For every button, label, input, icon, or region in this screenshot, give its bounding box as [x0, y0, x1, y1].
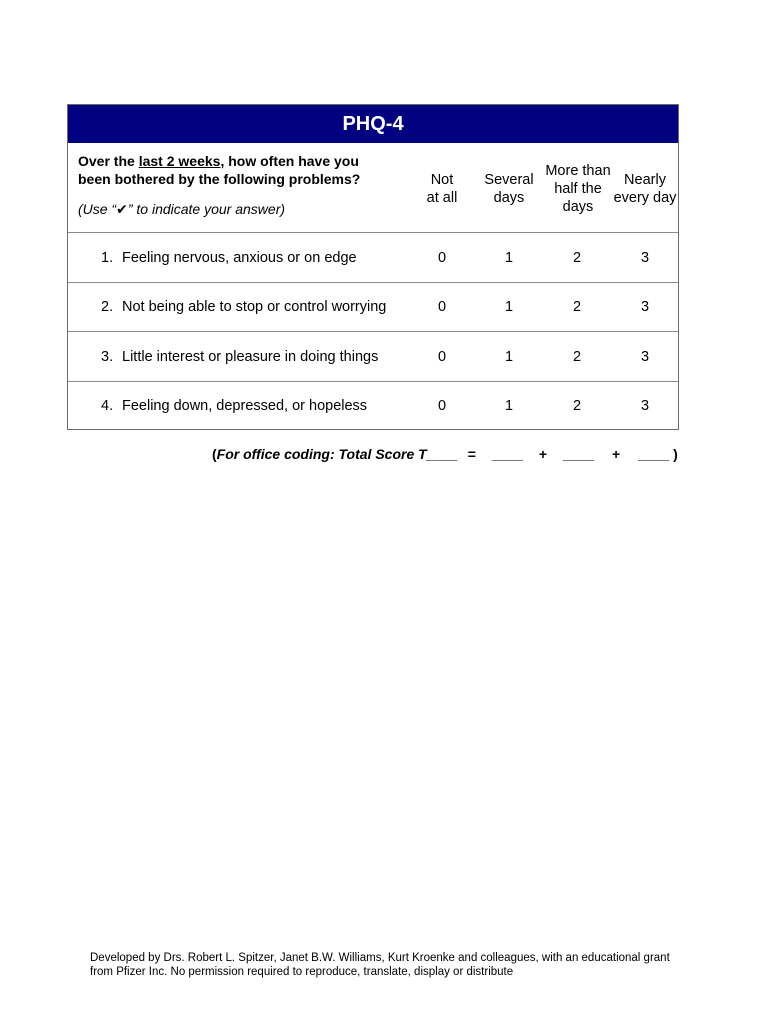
score-several-days[interactable]: 1 [504, 298, 514, 315]
score-nearly-every-day[interactable]: 3 [640, 249, 650, 266]
coding-plus: + [611, 446, 621, 462]
score-not-at-all[interactable]: 0 [437, 348, 447, 365]
instruction-text: (Use “✔” to indicate your answer) [78, 201, 286, 217]
coding-close-paren: ) [673, 446, 678, 462]
score-not-at-all[interactable]: 0 [437, 249, 447, 266]
coding-blank[interactable]: ____ [491, 446, 523, 462]
question-prompt [78, 152, 360, 188]
coding-label: For office coding: Total Score T____ [216, 446, 458, 462]
score-more-than-half[interactable]: 2 [572, 249, 582, 266]
footer-line: from Pfizer Inc. No permission required to reproduce, translate, display or distribute [90, 966, 514, 978]
column-header-not-at-all: Not at all [426, 172, 458, 206]
score-nearly-every-day[interactable]: 3 [640, 298, 650, 315]
item-number: 2. [101, 298, 114, 315]
question-pre: Over the [78, 153, 139, 169]
item-text: Little interest or pleasure in doing things [122, 348, 379, 365]
item-text: Not being able to stop or control worrying [122, 298, 387, 315]
score-more-than-half[interactable]: 2 [572, 348, 582, 365]
score-more-than-half[interactable]: 2 [572, 397, 582, 414]
score-several-days[interactable]: 1 [504, 348, 514, 365]
footer-credits [90, 951, 690, 979]
form-title-bar [68, 105, 678, 143]
item-text: Feeling nervous, anxious or on edge [122, 249, 357, 266]
score-not-at-all[interactable]: 0 [437, 397, 447, 414]
item-text: Feeling down, depressed, or hopeless [122, 397, 368, 414]
column-header-nearly-every-day: Nearly every day [613, 172, 677, 206]
score-more-than-half[interactable]: 2 [572, 298, 582, 315]
question-post: , how often have you [220, 153, 359, 169]
coding-open-paren: ( [212, 446, 217, 462]
item-row [68, 381, 678, 430]
score-not-at-all[interactable]: 0 [437, 298, 447, 315]
coding-plus: + [538, 446, 548, 462]
score-several-days[interactable]: 1 [504, 249, 514, 266]
coding-blank[interactable]: ____ [638, 446, 670, 462]
question-timeframe: last 2 weeks [138, 153, 221, 169]
column-header-several-days: Several days [484, 172, 534, 206]
coding-blank[interactable]: ____ [562, 446, 595, 462]
footer-line: Developed by Drs. Robert L. Spitzer, Janet B.W. Williams, Kurt Kroenke and colleagues, with an educational grant [90, 952, 670, 964]
score-nearly-every-day[interactable]: 3 [640, 348, 650, 365]
item-row [68, 233, 678, 282]
item-row [68, 332, 678, 381]
score-several-days[interactable]: 1 [504, 397, 514, 414]
phq4-form [67, 104, 679, 430]
item-number: 4. [101, 397, 114, 414]
score-nearly-every-day[interactable]: 3 [640, 397, 650, 414]
office-coding-line [212, 446, 678, 462]
item-number: 1. [101, 249, 114, 266]
column-header-more-than-half: More than half the days [545, 163, 611, 215]
coding-equals: = [467, 446, 476, 462]
item-number: 3. [101, 348, 114, 365]
question-line2: been bothered by the following problems? [78, 171, 361, 187]
item-row [68, 282, 678, 331]
form-title: PHQ-4 [342, 112, 404, 135]
